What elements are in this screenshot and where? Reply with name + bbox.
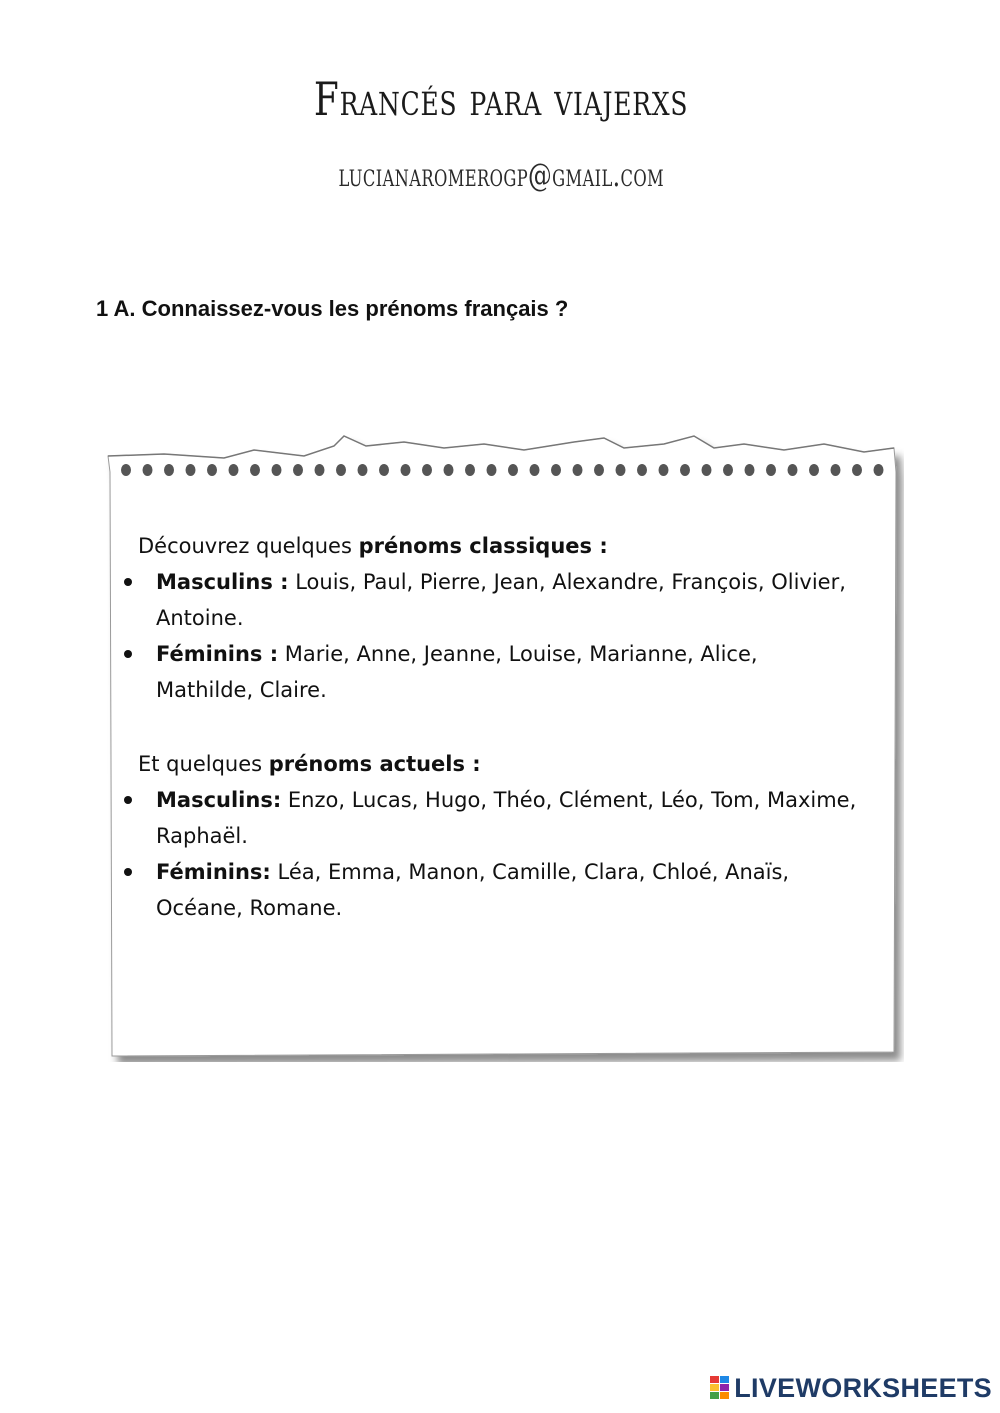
binder-hole [659,464,669,476]
binder-hole [186,464,196,476]
item-label: Masculins : [156,570,289,594]
binder-hole [573,464,583,476]
binder-hole [551,464,561,476]
list-item [138,636,858,708]
binder-hole [422,464,432,476]
binder-hole [207,464,217,476]
worksheet-title: Francés para viajerxs [313,72,689,126]
binder-hole [809,464,819,476]
liveworksheets-logo[interactable] [709,1373,992,1403]
list-item [138,854,858,926]
bullet-icon [124,578,132,586]
binder-hole [293,464,303,476]
binder-hole [852,464,862,476]
binder-hole [680,464,690,476]
binder-hole [336,464,346,476]
binder-hole [379,464,389,476]
binder-hole [272,464,282,476]
author-email: lucianaromerogp@gmail.com [338,156,665,194]
logo-text: LIVEWORKSHEETS [734,1372,992,1403]
item-text: Enzo, Lucas, Hugo, Théo, Clément, Léo, Tom, Maxime, Raphaël. [156,788,857,848]
binder-hole [164,464,174,476]
binder-hole [874,464,884,476]
item-text: Marie, Anne, Jeanne, Louise, Marianne, Alice, Mathilde, Claire. [156,642,758,702]
binder-hole [723,464,733,476]
binder-hole [637,464,647,476]
item-label: Féminins : [156,642,279,666]
binder-hole [358,464,368,476]
binder-hole [702,464,712,476]
item-text: Léa, Emma, Manon, Camille, Clara, Chloé, Anaïs, Océane, Romane. [156,860,790,920]
binder-hole [616,464,626,476]
binder-hole [594,464,604,476]
list-item [138,564,858,636]
note-content [138,528,858,926]
item-label: Féminins: [156,860,271,884]
item-text: Louis, Paul, Pierre, Jean, Alexandre, François, Olivier, Antoine. [156,570,846,630]
binder-hole [444,464,454,476]
classic-intro [138,528,858,564]
current-intro-text: Et quelques [138,752,269,776]
binder-hole [143,464,153,476]
classic-names-list [138,564,858,708]
bullet-icon [124,650,132,658]
binder-hole [487,464,497,476]
binder-hole [465,464,475,476]
question-heading: 1 A. Connaissez-vous les prénoms français ? [96,296,569,321]
bullet-icon [124,796,132,804]
binder-hole [766,464,776,476]
binder-hole [401,464,411,476]
current-intro-bold: prénoms actuels : [268,752,481,776]
item-label: Masculins: [156,788,282,812]
bullet-icon [124,868,132,876]
binder-hole [530,464,540,476]
torn-notebook-note [104,432,904,1062]
classic-intro-text: Découvrez quelques [138,534,359,558]
classic-intro-bold: prénoms classiques : [358,534,608,558]
binder-hole [121,464,131,476]
binder-hole [508,464,518,476]
binder-hole [229,464,239,476]
liveworksheets-logo-icon [709,1375,731,1401]
current-names-list [138,782,858,926]
binder-hole [315,464,325,476]
current-intro [138,746,858,782]
binder-hole [745,464,755,476]
binder-hole [788,464,798,476]
binder-hole [831,464,841,476]
list-item [138,782,858,854]
binder-hole [250,464,260,476]
